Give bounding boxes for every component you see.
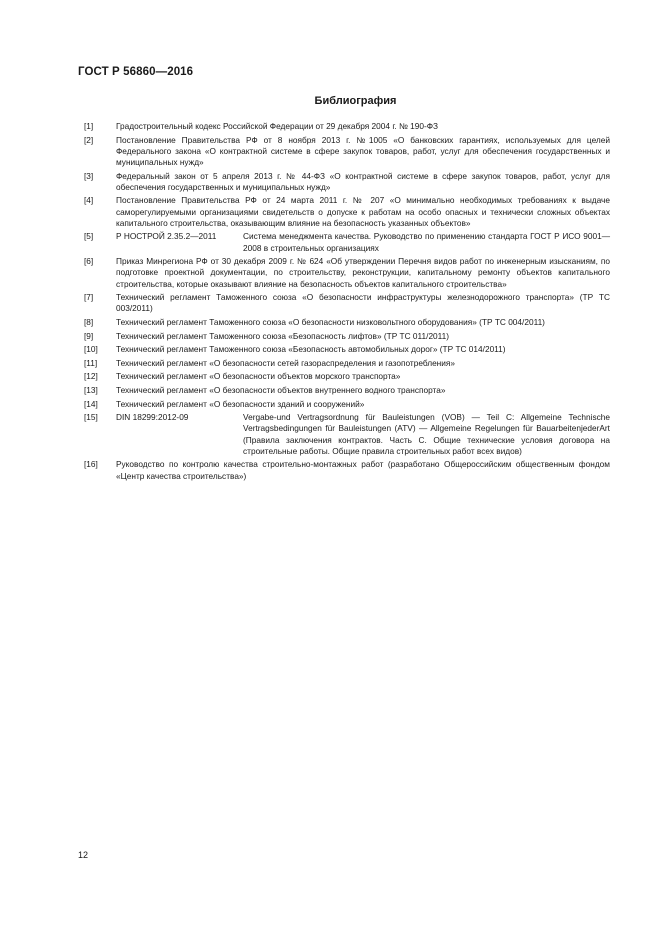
bibliography-entry-4 <box>84 195 610 229</box>
bibliography-entry-3 <box>84 171 610 193</box>
entry-number: [16] <box>84 459 98 470</box>
entry-number: [15] <box>84 412 98 423</box>
bibliography-entry-9 <box>84 331 610 342</box>
entry-text: Технический регламент Таможенного союза «О безопасности низковольтного оборудования» (ТР ТС 004/2011) <box>116 316 545 327</box>
bibliography-entry-12 <box>84 371 610 382</box>
bibliography-entry-10 <box>84 344 610 355</box>
entry-number: [1] <box>84 121 94 131</box>
entry-text: Приказ Минрегиона РФ от 30 декабря 2009 г. № 624 «Об утверждении Перечня видов работ по инженерным изысканиям, по подготовке проектной документации, по строительству, реконструкции, капитальному ремонту объектов капитального строительства, которые оказывают влияние на безопасность объектов капитального строительства» <box>116 256 610 289</box>
entry-text: Система менеджмента качества. Руководство по применению стандарта ГОСТ Р ИСО 9001—2008 в строительных организациях <box>243 231 610 253</box>
entry-number: [4] <box>84 195 94 206</box>
bibliography-entry-1 <box>84 121 610 132</box>
page-number: 12 <box>78 850 89 860</box>
bibliography-entry-8 <box>84 317 610 328</box>
bibliography-entry-16 <box>84 459 610 481</box>
document-standard-header: ГОСТ Р 56860—2016 <box>78 66 194 78</box>
entry-text: Технический регламент Таможенного союза «Безопасность автомобильных дорог» (ТР ТС 014/2011) <box>116 344 506 355</box>
entry-number: [3] <box>84 170 94 181</box>
bibliography-entry-7 <box>84 292 610 314</box>
entry-designation: Р НОСТРОЙ 2.35.2—2011 <box>116 231 217 242</box>
entry-number: [7] <box>84 292 94 303</box>
entry-text: Технический регламент «О безопасности объектов внутреннего водного транспорта» <box>116 384 446 395</box>
entry-number: [5] <box>84 231 94 242</box>
entry-number: [10] <box>84 344 98 355</box>
entry-text: Постановление Правительства РФ от 24 марта 2011 г. № 207 «О минимально необходимых требованиях к выдаче саморегулируемыми организациями свидетельств о допуске к работам на особо опасных и технически сложных объектах капитального строительства, оказывающим влияние на безопасность указанных объектов» <box>116 195 610 228</box>
bibliography-entry-14 <box>84 399 610 410</box>
bibliography-entry-13 <box>84 385 610 396</box>
bibliography-entry-11 <box>84 358 610 369</box>
entry-number: [9] <box>84 330 94 341</box>
entry-number: [11] <box>84 357 98 368</box>
entry-text: Федеральный закон от 5 апреля 2013 г. № 44-ФЗ «О контрактной системе в сфере закупок товаров, работ, услуг для обеспечения государственных и муниципальных нужд» <box>116 170 610 192</box>
entry-text: Руководство по контролю качества строительно-монтажных работ (разработано Общероссийским общественным фондом «Центр качества строительства») <box>116 459 610 481</box>
entry-text: Vergabe-und Vertragsordnung für Bauleistungen (VOB) — Teil C: Allgemeine Technische Vertragsbedingungen für Bauleistungen (ATV) — Allgemeine Regelungen für BauarbeitenjederArt (Правила заключения контрактов. Часть С. Общие технические условия договора на строительные работы. Общие правила строительных работ всех видов) <box>243 412 610 456</box>
bibliography-entry-15 <box>84 412 610 457</box>
bibliography-list <box>84 121 610 484</box>
entry-text: Технический регламент «О безопасности зданий и сооружений» <box>116 398 365 409</box>
entry-split <box>116 231 610 253</box>
bibliography-entry-2 <box>84 135 610 169</box>
bibliography-entry-5 <box>84 231 610 253</box>
entry-text: Технический регламент «О безопасности сетей газораспределения и газопотребления» <box>116 357 456 368</box>
entry-text: Градостроительный кодекс Российской Федерации от 29 декабря 2004 г. № 190-ФЗ <box>116 121 439 131</box>
entry-number: [6] <box>84 256 94 267</box>
entry-designation: DIN 18299:2012-09 <box>116 412 189 423</box>
entry-number: [2] <box>84 134 94 145</box>
entry-text: Постановление Правительства РФ от 8 ноября 2013 г. №1005 «О банковских гарантиях, используемых для целей Федерального закона «О контрактной системе в сфере закупок товаров, работ, услуг для обеспечения государственных и муниципальных нужд» <box>116 134 610 167</box>
entry-text: Технический регламент «О безопасности объектов морского транспорта» <box>116 371 401 382</box>
bibliography-title: Библиография <box>314 95 397 107</box>
entry-number: [13] <box>84 384 98 395</box>
entry-number: [12] <box>84 371 98 382</box>
entry-number: [14] <box>84 398 98 409</box>
entry-text: Технический регламент Таможенного союза «О безопасности инфраструктуры железнодорожного транспорта» (ТР ТС 003/2011) <box>116 292 610 314</box>
entry-text: Технический регламент Таможенного союза «Безопасность лифтов» (ТР ТС 011/2011) <box>116 330 450 341</box>
bibliography-entry-6 <box>84 256 610 290</box>
entry-split <box>116 412 610 457</box>
entry-number: [8] <box>84 316 94 327</box>
